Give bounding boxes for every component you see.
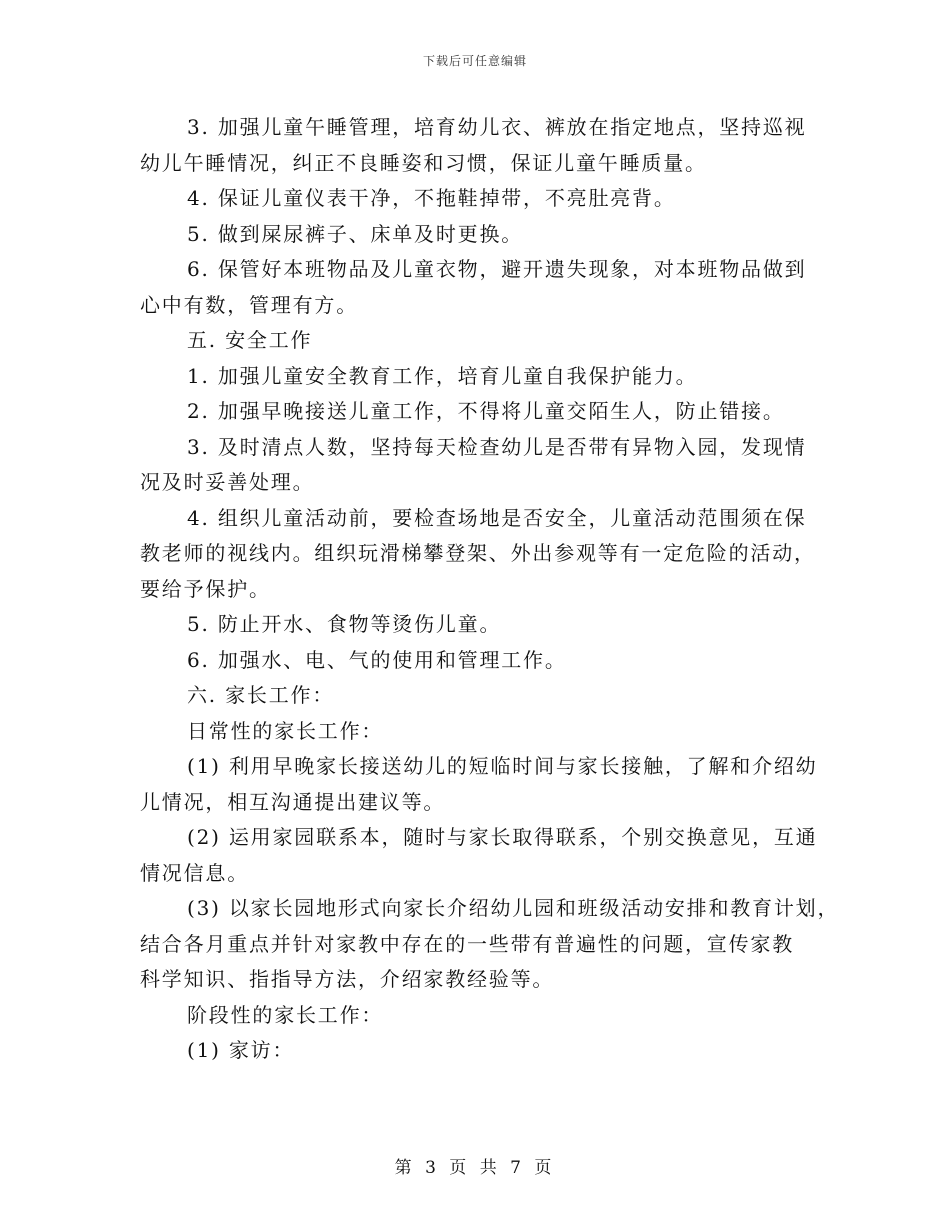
text-line: 3. 加强儿童午睡管理，培育幼儿衣、裤放在指定地点，坚持巡视 [187,115,807,139]
text-line: 幼儿午睡情况，纠正不良睡姿和习惯，保证儿童午睡质量。 [140,150,707,175]
text-line: (3) 以家长园地形式向家长介绍幼儿园和班级活动安排和教育计划， [187,896,840,920]
text-line: 6. 保管好本班物品及儿童衣物，避开遗失现象，对本班物品做到 [187,257,807,281]
text-line: 1. 加强儿童安全教育工作，培育儿童自我保护能力。 [187,363,698,388]
text-line: 况及时妥善处理。 [140,470,315,494]
text-line: 5. 防止开水、食物等烫伤儿童。 [187,612,502,636]
document-body [140,110,840,1069]
text-line: 科学知识、指指导方法，介绍家教经验等。 [140,967,555,991]
text-line: 6. 加强水、电、气的使用和管理工作。 [187,647,567,672]
text-line: 3. 及时清点人数，坚持每天检查幼儿是否带有异物入园，发现情 [187,434,807,459]
subsection-heading: 阶段性的家长工作： [187,1002,384,1027]
text-line: (1) 家访： [187,1038,295,1062]
subsection-heading: 日常性的家长工作： [187,718,384,743]
text-line: 4. 组织儿童活动前，要检查场地是否安全，儿童活动范围须在保 [187,505,807,530]
text-line: (1) 利用早晚家长接送幼儿的短临时间与家长接触，了解和介绍幼 [187,754,818,778]
text-line: 5. 做到屎尿裤子、床单及时更换。 [187,221,524,246]
section-heading: 六. 家长工作： [187,683,335,707]
text-line: 4. 保证儿童仪表干净，不拖鞋掉带，不亮肚亮背。 [187,186,676,210]
text-line: 要给予保护。 [140,576,271,601]
page-header: 下载后可任意编辑 [422,54,527,68]
section-heading: 五. 安全工作 [187,328,313,352]
text-line: 心中有数，管理有方。 [140,292,358,317]
text-line: (2) 运用家园联系本，随时与家长取得联系，个别交换意见，互通 [187,825,818,849]
text-line: 儿情况，相互沟通提出建议等。 [140,789,446,814]
text-line: 结合各月重点并针对家教中存在的一些带有普遍性的问题，宣传家教 [140,931,794,956]
text-line: 2. 加强早晚接送儿童工作，不得将儿童交陌生人，防止错接。 [187,399,785,423]
text-line: 教老师的视线内。组织玩滑梯攀登架、外出参观等有一定危险的活动， [140,541,816,565]
page-number: 第 3 页 共 7 页 [394,1158,556,1178]
text-line: 情况信息。 [140,860,249,885]
